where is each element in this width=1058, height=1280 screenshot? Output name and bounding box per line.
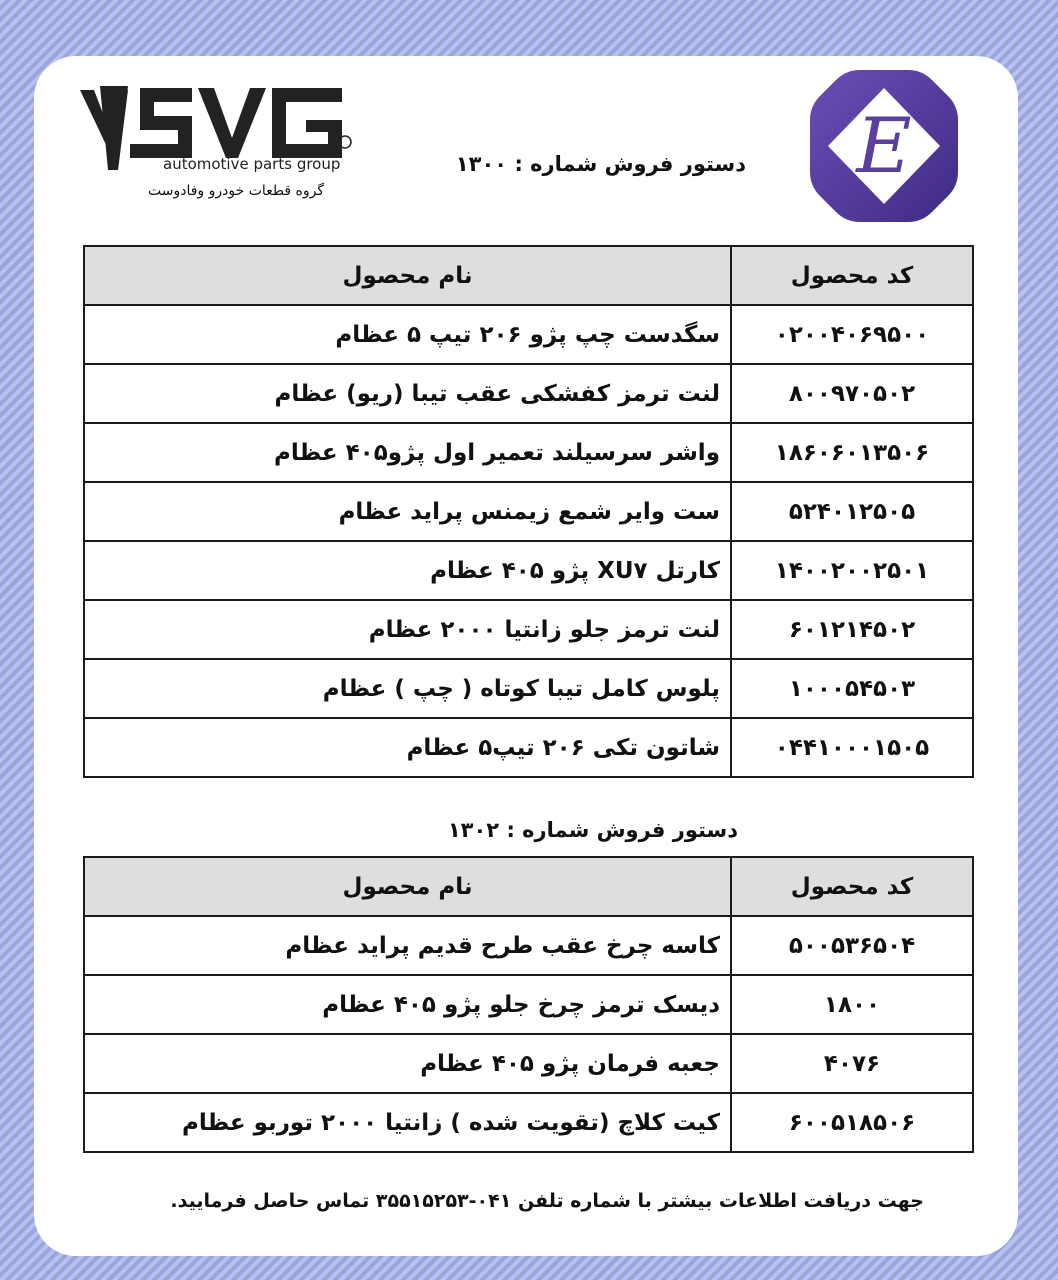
logo-persian-name: گروه قطعات خودرو وفادوست [148, 183, 325, 199]
e-badge-logo [808, 66, 960, 226]
product-name: سگدست چپ پژو ۲۰۶ تیپ ۵ عظام [84, 305, 731, 364]
table-header-row [84, 246, 973, 305]
table-row [84, 305, 973, 364]
logo-letter-v [198, 88, 266, 158]
product-code: ۰۲۰۰۴۰۶۹۵۰۰ [731, 305, 973, 364]
order-table-1 [83, 245, 974, 778]
product-code: ۱۰۰۰۵۴۵۰۳ [731, 659, 973, 718]
product-code: ۴۰۷۶ [731, 1034, 973, 1093]
table-row [84, 423, 973, 482]
order-title-1: دستور فروش شماره : ۱۳۰۰ [455, 152, 746, 176]
product-code: ۱۸۰۰ [731, 975, 973, 1034]
product-code: ۱۴۰۰۲۰۰۲۵۰۱ [731, 541, 973, 600]
product-code: ۶۰۱۲۱۴۵۰۲ [731, 600, 973, 659]
header-name: نام محصول [84, 246, 731, 305]
table-row [84, 1093, 973, 1152]
product-name: کارتل XU۷ پژو ۴۰۵ عظام [84, 541, 731, 600]
product-name: شاتون تکی ۲۰۶ تیپ۵ عظام [84, 718, 731, 777]
product-name: ست وایر شمع زیمنس پراید عظام [84, 482, 731, 541]
contact-footer: جهت دریافت اطلاعات بیشتر با شماره تلفن ۰۴۱-۳۵۵۱۵۲۵۳ تماس حاصل فرمایید. [170, 1190, 924, 1212]
product-name: واشر سرسیلند تعمیر اول پژو۴۰۵ عظام [84, 423, 731, 482]
product-code: ۰۴۴۱۰۰۰۱۵۰۵ [731, 718, 973, 777]
product-code: ۶۰۰۵۱۸۵۰۶ [731, 1093, 973, 1152]
table-row [84, 541, 973, 600]
header-name: نام محصول [84, 857, 731, 916]
header-code: کد محصول [731, 857, 973, 916]
table-row [84, 600, 973, 659]
order-title-2: دستور فروش شماره : ۱۳۰۲ [447, 818, 738, 842]
e-letter-icon: E [856, 101, 912, 190]
table-row [84, 482, 973, 541]
table-row [84, 718, 973, 777]
table-row [84, 916, 973, 975]
logo-subtitle: automotive parts group [163, 155, 341, 173]
table-row [84, 364, 973, 423]
product-name: کاسه چرخ عقب طرح قدیم پراید عظام [84, 916, 731, 975]
table-row [84, 975, 973, 1034]
order-table-2 [83, 856, 974, 1153]
header-code: کد محصول [731, 246, 973, 305]
table-row [84, 1034, 973, 1093]
product-name: کیت کلاچ (تقویت شده ) زانتیا ۲۰۰۰ توربو عظام [84, 1093, 731, 1152]
table-header-row [84, 857, 973, 916]
product-name: دیسک ترمز چرخ جلو پژو ۴۰۵ عظام [84, 975, 731, 1034]
product-code: ۵۲۴۰۱۲۵۰۵ [731, 482, 973, 541]
product-name: لنت ترمز کفشکی عقب تیبا (ریو) عظام [84, 364, 731, 423]
product-code: ۱۸۶۰۶۰۱۳۵۰۶ [731, 423, 973, 482]
product-name: لنت ترمز جلو زانتیا ۲۰۰۰ عظام [84, 600, 731, 659]
table-row [84, 659, 973, 718]
product-name: جعبه فرمان پژو ۴۰۵ عظام [84, 1034, 731, 1093]
product-name: پلوس کامل تیبا کوتاه ( چپ ) عظام [84, 659, 731, 718]
product-code: ۵۰۰۵۳۶۵۰۴ [731, 916, 973, 975]
product-code: ۸۰۰۹۷۰۵۰۲ [731, 364, 973, 423]
